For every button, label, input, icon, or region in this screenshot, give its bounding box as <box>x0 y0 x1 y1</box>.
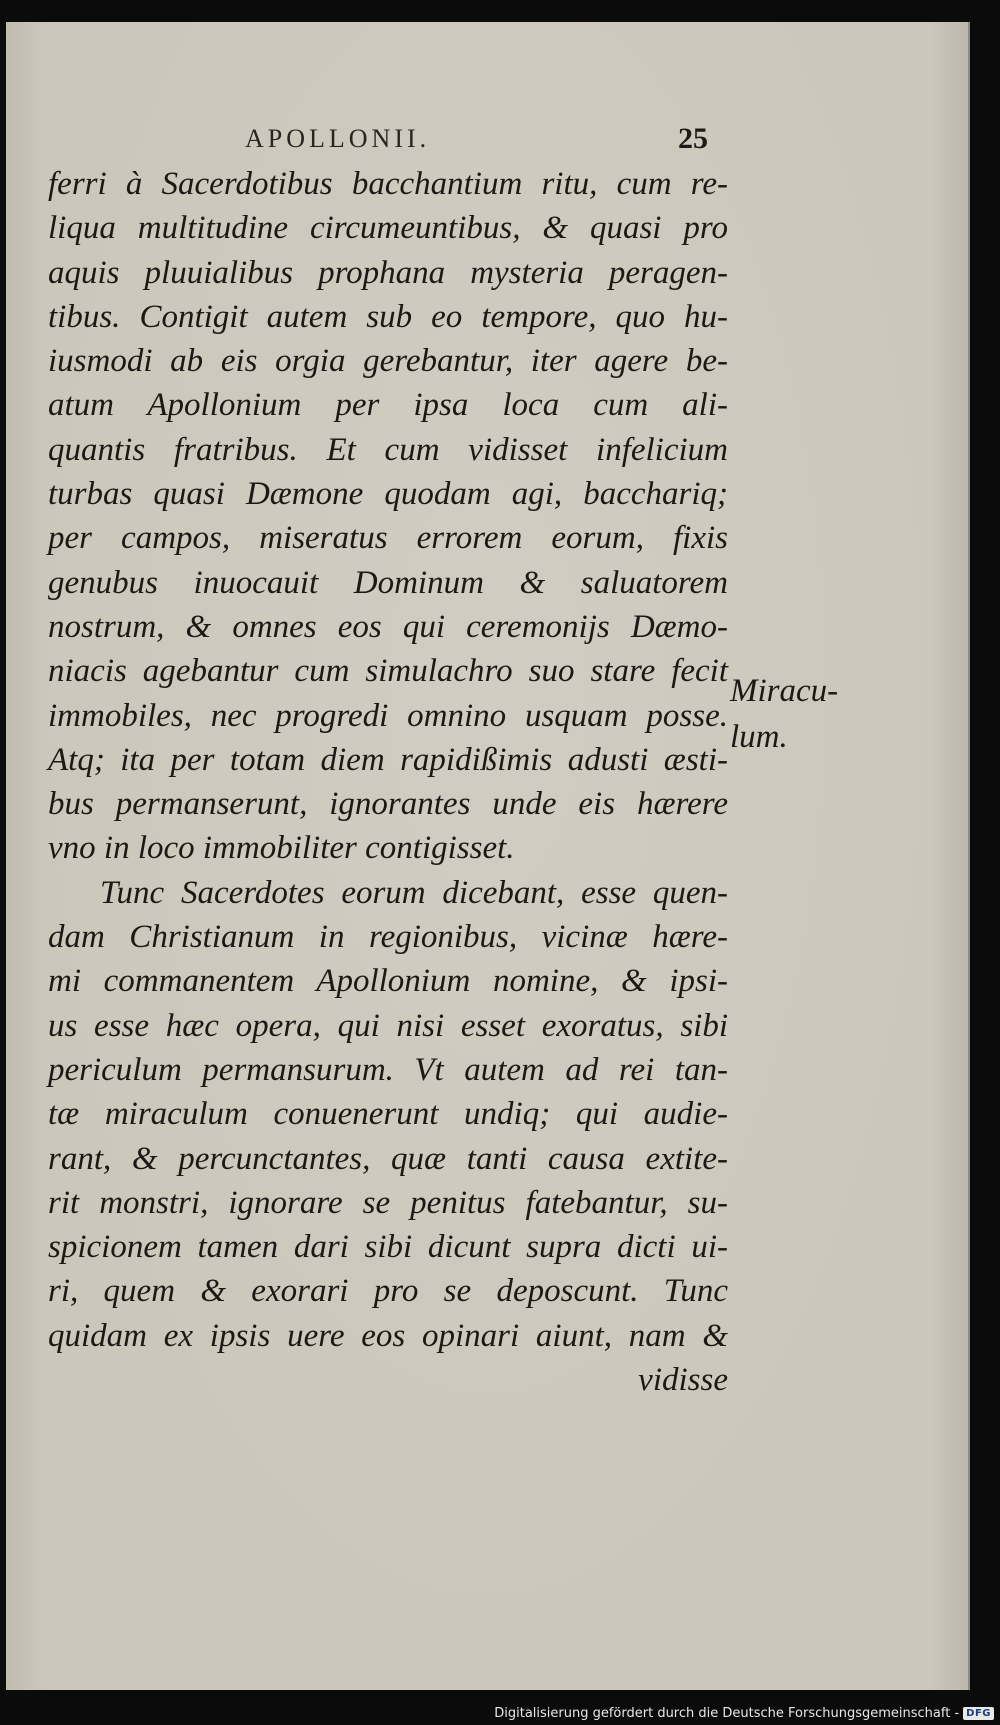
text-line: tæ miraculum conuenerunt undiq; qui audie- <box>48 1096 728 1133</box>
text-line: quantis fratribus. Et cum vidisset infelicium <box>48 431 728 468</box>
text-line: vno in loco immobiliter contigisset. <box>48 830 515 867</box>
text-line: Atq; ita per totam diem rapidißimis adusti æsti- <box>48 741 728 778</box>
text-line: bus permanserunt, ignorantes unde eis hærere <box>48 786 728 823</box>
text-line: ri, quem & exorari pro se deposcunt. Tunc <box>48 1273 728 1310</box>
text-line: niacis agebantur cum simulachro suo stare fecit <box>48 653 728 690</box>
marginal-note-line: lum. <box>730 719 788 755</box>
body-text <box>48 162 728 1402</box>
digitization-credit <box>494 1706 994 1721</box>
text-line: dam Christianum in regionibus, vicinæ hære- <box>48 919 728 956</box>
text-line: turbas quasi Dæmone quodam agi, bacchariq; <box>48 476 728 513</box>
text-line: rit monstri, ignorare se penitus fatebantur, su- <box>48 1184 728 1221</box>
text-line: Tunc Sacerdotes eorum dicebant, esse quen- <box>100 874 728 911</box>
text-line: us esse hæc opera, qui nisi esset exoratus, sibi <box>48 1007 728 1044</box>
marginal-note-line: Miracu- <box>730 673 839 709</box>
text-line: per campos, miseratus errorem eorum, fixis <box>48 520 728 557</box>
running-head: APOLLONII. <box>245 124 431 153</box>
marginal-note <box>730 668 838 760</box>
text-line: spicionem tamen dari sibi dicunt supra dicti ui- <box>48 1229 728 1266</box>
page-number: 25 <box>678 122 708 155</box>
text-line: mi commanentem Apollonium nomine, & ipsi- <box>48 963 728 1000</box>
text-line: immobiles, nec progredi omnino usquam posse. <box>48 697 728 734</box>
text-line: genubus inuocauit Dominum & saluatorem <box>48 564 728 601</box>
text-line: periculum permansurum. Vt autem ad rei tan- <box>48 1051 728 1088</box>
text-line: ferri à Sacerdotibus bacchantium ritu, cum re- <box>48 166 728 202</box>
catchword: vidisse <box>638 1362 728 1399</box>
text-line: aquis pluuialibus prophana mysteria peragen- <box>48 254 728 291</box>
text-line: tibus. Contigit autem sub eo tempore, quo hu- <box>48 298 728 335</box>
text-line: rant, & percunctantes, quæ tanti causa extite- <box>48 1140 728 1177</box>
text-line: atum Apollonium per ipsa loca cum ali- <box>48 387 728 424</box>
text-line: iusmodi ab eis orgia gerebantur, iter agere be- <box>48 343 728 380</box>
dfg-logo-icon: DFG <box>963 1707 994 1720</box>
credit-text: Digitalisierung gefördert durch die Deutsche Forschungsgemeinschaft - <box>494 1706 960 1721</box>
text-line: quidam ex ipsis uere eos opinari aiunt, nam & <box>48 1317 728 1354</box>
text-line: nostrum, & omnes eos qui ceremonijs Dæmo- <box>48 608 728 645</box>
text-line: liqua multitudine circumeuntibus, & quasi pro <box>48 210 728 247</box>
